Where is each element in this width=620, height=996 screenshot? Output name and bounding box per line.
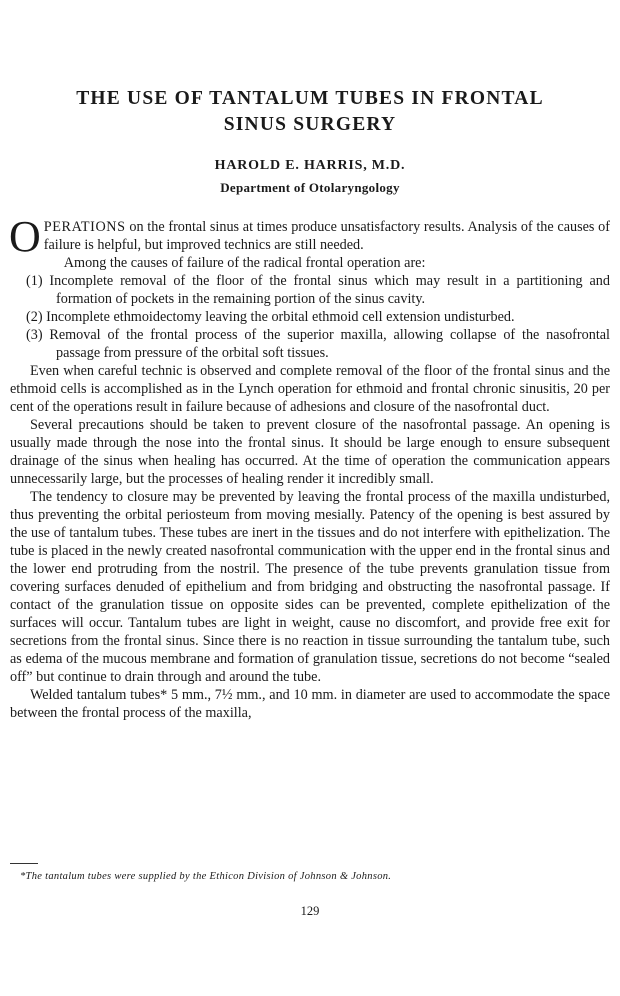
article-title-line-2: SINUS SURGERY [223,114,397,135]
cause-item-1: (1) Incomplete removal of the floor of the frontal sinus which may result in a partitioning and formation of pockets in the remaining portion of the sinus cavity. [26,273,610,307]
page-number: 129 [300,904,320,918]
author-department: Department of Otolaryngology [220,180,400,195]
cause-item-3: (3) Removal of the frontal process of the superior maxilla, allowing collapse of the nasofrontal passage from pressure of the orbital soft tissues. [26,327,610,361]
intro-lead-word: PERATIONS [43,219,126,235]
causes-intro: Among the causes of failure of the radical frontal operation are: [63,255,426,271]
cause-item-2: (2) Incomplete ethmoidectomy leaving the orbital ethmoid cell extension undisturbed. [26,309,515,325]
paragraph-precautions: Several precautions should be taken to prevent closure of the nasofrontal passage. An opening is usually made through the nose into the frontal sinus. It should be large enough to ensure subsequent drainage of the sinus when healing has occurred. At the time of operation the communication appears unnecessarily large, but the processes of healing render it incredibly small. [10,417,610,487]
article-body [9,212,610,722]
article-title-line-1: THE USE OF TANTALUM TUBES IN FRONTAL [76,88,544,109]
intro-paragraph [9,212,610,261]
paragraph-tendency: The tendency to closure may be prevented by leaving the frontal process of the maxilla undisturbed, thus preventing the orbital periosteum from moving mesially. Patency of the opening is best assured by the use of tantalum tubes. These tubes are inert in the tissues and do not interfere with epithelization. The tube is placed in the newly created nasofrontal communication with the upper end in the frontal sinus and the lower end protruding from the nostril. The presence of the tube prevents granulation tissue from covering surfaces denuded of epithelium and from bridging and obstructing the nasofrontal passage. If contact of the granulation tissue on opposite sides can be prevented, complete epithelization of the surfaces will occur. Tantalum tubes are light in weight, cause no discomfort, and provide free exit for secretions from the frontal sinus. Since there is no reaction in tissue surrounding the tantalum tube, such as edema of the mucous membrane and formation of granulation tissue, secretions do not become “sealed off” but continue to drain through and around the tube. [10,489,610,685]
author-name: HAROLD E. HARRIS, M.D. [214,158,406,173]
footnote: *The tantalum tubes were supplied by the Ethicon Division of Johnson & Johnson. [20,871,392,882]
paragraph-welded: Welded tantalum tubes* 5 mm., 7½ mm., and 10 mm. in diameter are used to accommodate the space between the frontal process of the maxilla, [10,687,610,721]
paragraph-even-when: Even when careful technic is observed and complete removal of the floor of the frontal sinus and the ethmoid cells is accomplished as in the Lynch operation for ethmoid and frontal chronic sinusitis, 20 per cent of the operations result in failure because of adhesions and closure of the nasofrontal duct. [10,363,610,415]
footnote-divider [10,863,38,864]
drop-cap: O [9,212,41,261]
intro-text: on the frontal sinus at times produce unsatisfactory results. Analysis of the causes of failure is helpful, but improved technics are still needed. [43,219,610,253]
